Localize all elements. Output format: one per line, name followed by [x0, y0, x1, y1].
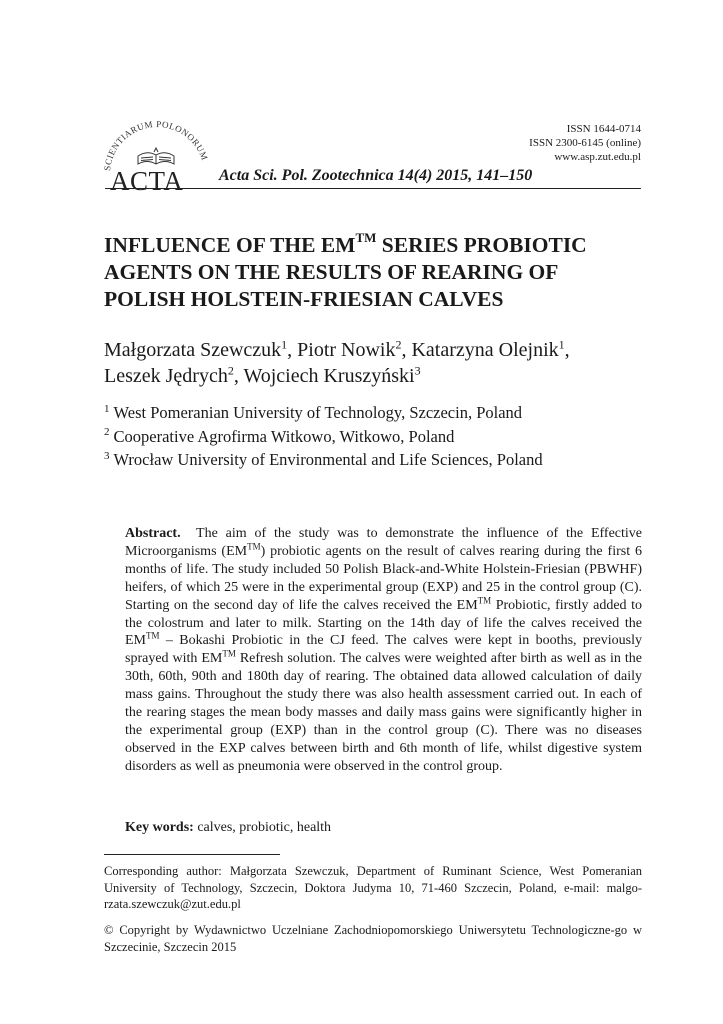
logo-arc-text: SCIENTIARUM POLONORUM	[102, 118, 210, 172]
abstract-label: Abstract.	[125, 526, 181, 541]
journal-website: www.asp.zut.edu.pl	[554, 151, 641, 163]
author-name: Piotr Nowik	[297, 339, 396, 361]
affiliation-item: $^1$ West Pomeranian University of Technology, Szczecin, Poland	[104, 402, 523, 422]
footnote-divider	[104, 854, 280, 855]
issn-print: ISSN 1644-0714	[566, 123, 641, 135]
author-name: Wojciech Kruszyński	[243, 365, 415, 387]
affiliation-list	[104, 401, 664, 472]
logo-acta-word: ACTA	[110, 166, 184, 194]
affiliation-item: $^2$ Cooperative Agrofirma Witkowo, Witkowo, Poland	[104, 426, 455, 446]
journal-citation: Acta Sci. Pol. Zootechnica 14(4) 2015, 141–150	[219, 167, 533, 184]
copyright-note: © Copyright by Wydawnictwo Uczelniane Zachodniopomorskiego Uniwersytetu Technologiczne-go w Szczecinie, Szczecin 2015	[104, 923, 642, 954]
open-book-icon	[138, 148, 174, 164]
keywords: Key words: calves, probiotic, health	[125, 820, 332, 835]
acta-logo-graphic	[100, 112, 212, 194]
issn-online: ISSN 2300-6145 (online)	[529, 137, 641, 149]
abstract: Abstract. The aim of the study was to demonstrate the influence of the Effective Microorganisms (EM™) probiotic agents on the result of calves rearing during the first 6 months of life. The study included 50 Polish Black-and-White Holstein-Friesian (PBWHF) heifers, of which 25 were in the experimental group (EXP) and 25 in the control group (C). Starting on the second day of life the calves received the EM™ Probiotic, firstly added to the colostrum and later to milk. Starting on the 14th day of life the calves received the EM™ – Bokashi Probiotic in the CJ feed. The calves were kept in booths, previously sprayed with EM™ Refresh solution. The calves were weighted after birth as well as in the 30th, 60th, 90th and 180th day of rearing. The obtained data allowed calculation of daily mass gains. Throughout the study there was also health assessment carried out. In each of the rearing stages the mean body masses and daily mass gains were significantly higher in the experimental group (EXP) than in the control group (C). There was no diseases observed in the EXP calves between birth and 6th month of life, whilst digestive system disorders as well as pneumonia were observed in the control group.	[125, 526, 643, 774]
corresponding-author-note: Corresponding author: Małgorzata Szewczuk, Department of Ruminant Science, West Pomeranian University of Technology, Szczecin, Doktora Judyma 10, 71-460 Szczecin, Poland, e-mail: malgo-rzata.szewczuk@zut.edu.pl	[104, 864, 642, 912]
author-name: Leszek Jędrych	[104, 365, 228, 387]
keywords-label: Key words:	[125, 820, 194, 835]
journal-logo	[100, 112, 212, 194]
author-name: Katarzyna Olejnik	[411, 339, 559, 361]
author-list: Małgorzata Szewczuk$^1$, Piotr Nowik$^2$, Katarzyna Olejnik$^1$, Leszek Jędrych$^2$, Wojciech Kruszyński$^3$	[104, 337, 570, 387]
issn-block	[529, 122, 641, 164]
affiliation-item: $^3$ Wrocław University of Environmental and Life Sciences, Poland	[104, 449, 543, 469]
header-divider	[105, 188, 641, 189]
author-name: Małgorzata Szewczuk	[104, 339, 282, 361]
article-title: INFLUENCE OF THE EM™ SERIES PROBIOTIC AGENTS ON THE RESULTS OF REARING OF POLISH HOLSTEIN-FRIESIAN CALVES	[104, 229, 587, 311]
